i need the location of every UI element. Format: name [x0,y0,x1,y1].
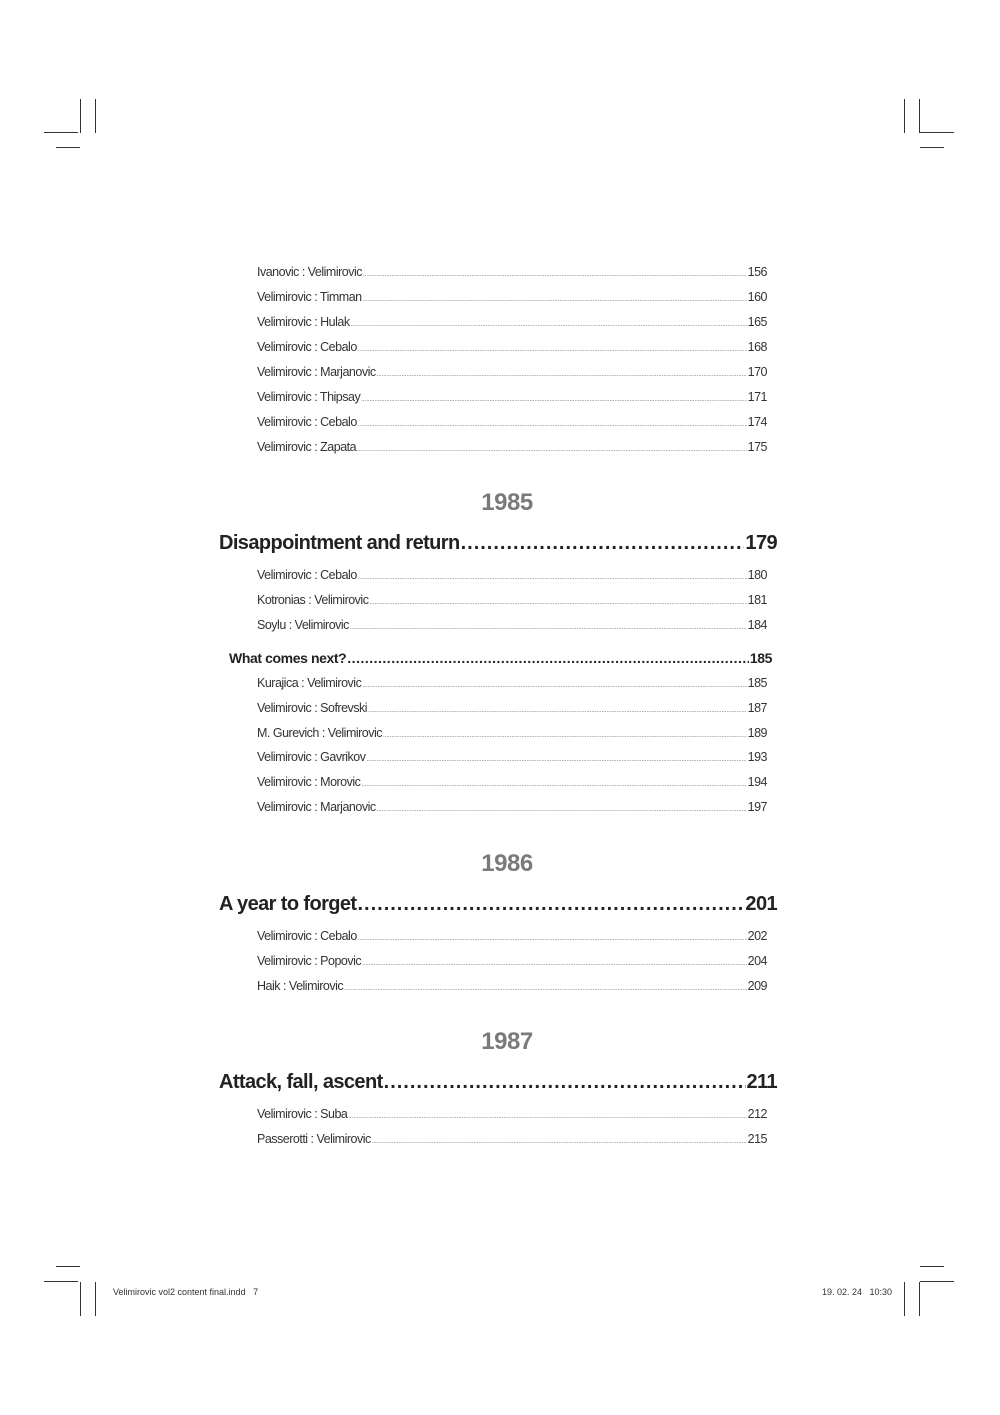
toc-chapter-entry [219,532,777,555]
crop-mark [44,132,78,133]
entry-title: Velimirovic : Suba [257,1107,348,1121]
entry-title: Velimirovic : Cebalo [257,415,357,429]
entry-page: 189 [747,726,767,740]
entry-page: 180 [747,568,767,582]
crop-mark [95,99,96,133]
toc-game-entry [257,340,767,354]
dot-leader [377,807,747,813]
crop-mark [80,99,81,133]
entry-title: Velimirovic : Popovic [257,954,362,968]
dot-leader [357,893,744,916]
entry-title: Attack, fall, ascent [219,1071,383,1093]
toc-game-entry [257,568,767,582]
toc-game-entry [257,365,767,379]
toc-subchapter-entry [229,650,772,666]
toc-game-entry [257,618,767,632]
entry-page: 194 [747,775,767,789]
toc-chapter-entry [219,893,777,916]
dot-leader [377,372,747,378]
toc-game-entry [257,701,767,715]
dot-leader [361,782,746,788]
entry-page: 156 [747,265,767,279]
entry-page: 160 [747,290,767,304]
crop-mark [904,99,905,133]
year-heading: 1986 [481,850,533,877]
entry-page: 215 [747,1132,767,1146]
dot-leader [358,347,747,353]
entry-title: Velimirovic : Sofrevski [257,701,368,715]
crop-mark [920,1266,944,1267]
entry-title: Kurajica : Velimirovic [257,676,362,690]
toc-game-entry [257,415,767,429]
toc-game-entry [257,800,767,814]
toc-game-entry [257,290,767,304]
entry-page: 175 [747,440,767,454]
entry-title: A year to forget [219,893,357,915]
toc-game-entry [257,593,767,607]
crop-mark [56,1266,80,1267]
entry-title: Velimirovic : Marjanovic [257,800,376,814]
entry-page: 168 [747,340,767,354]
crop-mark [95,1282,96,1316]
dot-leader [461,532,745,555]
toc-game-entry [257,979,767,993]
dot-leader [368,708,747,714]
dot-leader [350,625,747,631]
entry-title: Haik : Velimirovic [257,979,344,993]
crop-mark [920,1281,954,1282]
entry-title: Velimirovic : Marjanovic [257,365,376,379]
dot-leader [344,986,746,992]
entry-page: 185 [747,676,767,690]
toc-game-entry [257,750,767,764]
entry-title: Velimirovic : Morovic [257,775,361,789]
toc-game-entry [257,1132,767,1146]
entry-title: Velimirovic : Thipsay [257,390,361,404]
dot-leader [361,397,746,403]
slug-filename: Velimirovic vol2 content final.indd 7 [113,1287,259,1297]
entry-title: M. Gurevich : Velimirovic [257,726,383,740]
entry-page: 204 [747,954,767,968]
entry-title: Velimirovic : Hulak [257,315,350,329]
dot-leader [372,1139,747,1145]
dot-leader [366,757,746,763]
entry-title: Kotronias : Velimirovic [257,593,369,607]
entry-page: 165 [747,315,767,329]
dot-leader [369,600,746,606]
entry-page: 197 [747,800,767,814]
entry-title: What comes next? [229,650,347,666]
entry-page: 209 [747,979,767,993]
dot-leader [358,422,747,428]
crop-mark [44,1281,78,1282]
dot-leader [362,961,747,967]
toc-game-entry [257,676,767,690]
entry-page: 212 [747,1107,767,1121]
crop-mark [920,147,944,148]
entry-page: 174 [747,415,767,429]
entry-page: 179 [745,532,777,554]
entry-page: 181 [747,593,767,607]
dot-leader [383,733,747,739]
dot-leader [363,272,747,278]
dot-leader [348,1114,746,1120]
toc-game-entry [257,265,767,279]
entry-title: Disappointment and return [219,532,460,554]
entry-page: 193 [747,750,767,764]
toc-game-entry [257,315,767,329]
entry-title: Velimirovic : Cebalo [257,929,357,943]
year-heading: 1985 [481,489,533,516]
entry-page: 211 [746,1071,777,1093]
entry-page: 171 [747,390,767,404]
dot-leader [363,297,747,303]
entry-page: 187 [747,701,767,715]
dot-leader [358,936,747,942]
toc-chapter-entry [219,1071,777,1094]
dot-leader [384,1071,746,1094]
crop-mark [920,132,954,133]
crop-mark [919,99,920,133]
entry-page: 185 [749,650,772,666]
dot-leader [357,447,747,453]
dot-leader [351,322,747,328]
entry-title: Velimirovic : Cebalo [257,568,357,582]
entry-title: Velimirovic : Cebalo [257,340,357,354]
toc-game-entry [257,954,767,968]
crop-mark [56,147,80,148]
toc-game-entry [257,775,767,789]
slug-timestamp: 19. 02. 24 10:30 [821,1287,892,1297]
crop-mark [80,1282,81,1316]
crop-mark [919,1282,920,1316]
toc-game-entry [257,1107,767,1121]
dot-leader [358,575,747,581]
entry-title: Ivanovic : Velimirovic [257,265,363,279]
entry-title: Velimirovic : Zapata [257,440,357,454]
toc-game-entry [257,929,767,943]
entry-page: 184 [747,618,767,632]
toc-game-entry [257,390,767,404]
dot-leader [362,683,746,689]
year-heading: 1987 [481,1028,533,1055]
crop-mark [904,1282,905,1316]
entry-title: Velimirovic : Gavrikov [257,750,366,764]
toc-game-entry [257,440,767,454]
entry-title: Velimirovic : Timman [257,290,362,304]
entry-title: Soylu : Velimirovic [257,618,349,632]
entry-title: Passerotti : Velimirovic [257,1132,371,1146]
entry-page: 201 [745,893,777,915]
toc-game-entry [257,726,767,740]
entry-page: 202 [747,929,767,943]
entry-page: 170 [747,365,767,379]
dot-leader [347,650,749,666]
